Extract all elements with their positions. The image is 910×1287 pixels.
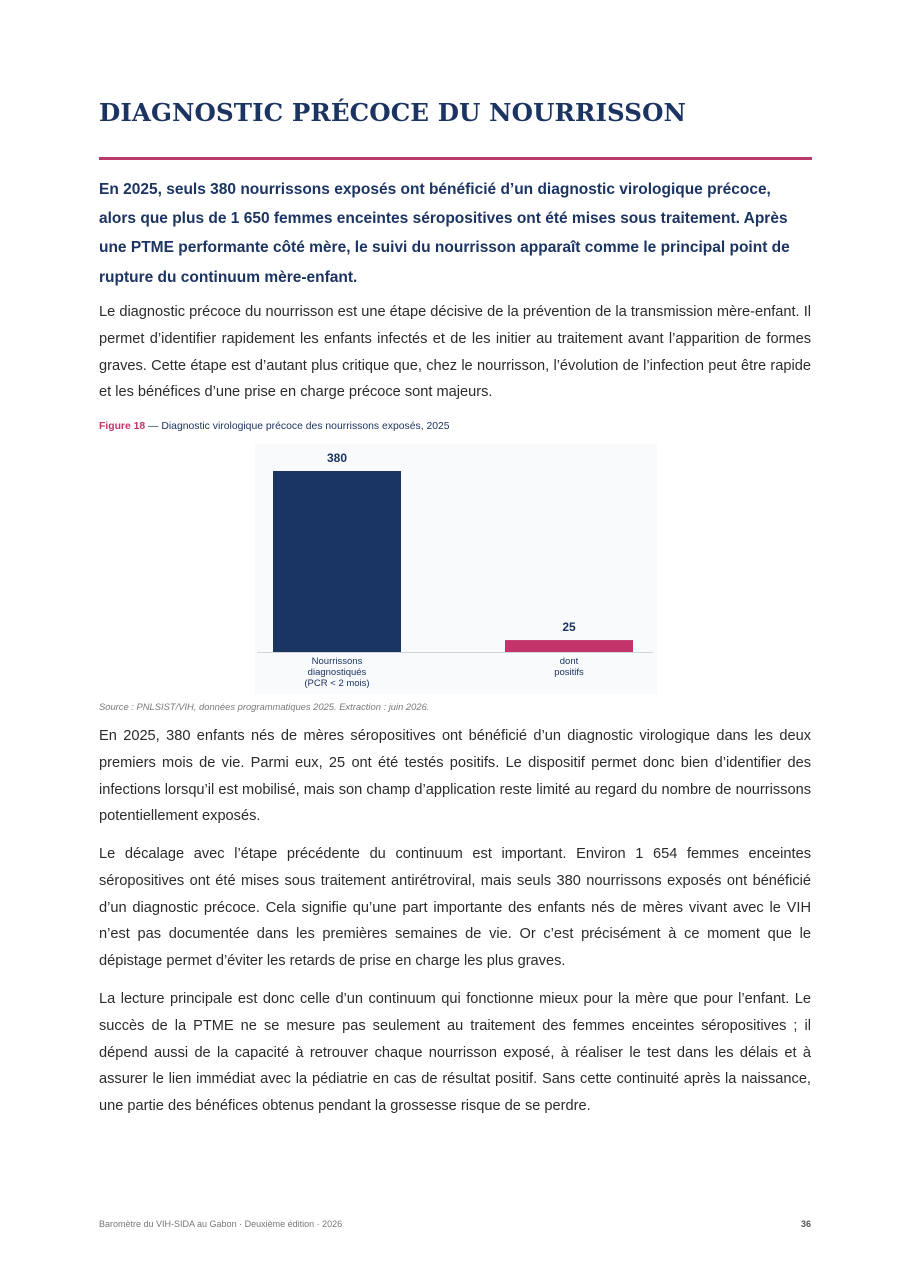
lead-paragraph: En 2025, seuls 380 nourrissons exposés ont bénéficié d’un diagnostic virologique précoce, alors que plus de 1 650 femmes enceintes séropositives ont été mises sous traitement. Après une PTME performante côté mère, le suivi du nourrisson apparaît comme le principal point de rupture du continuum mère-enfant.	[99, 181, 790, 286]
figure-caption-text: — Diagnostic virologique précoce des nourrissons exposés, 2025	[145, 421, 450, 432]
x-tick-label-1: dont positifs	[554, 656, 584, 678]
figure-source: Source : PNLSIST/VIH, données programmatiques 2025. Extraction : juin 2026.	[99, 701, 430, 712]
page-number: 36	[800, 1219, 811, 1229]
bar-1	[505, 640, 633, 652]
x-tick-label-0: Nourrissons diagnostiqués (PCR < 2 mois)	[304, 656, 370, 689]
bar-value-label-0: 380	[326, 451, 348, 465]
body-paragraph-1: Le diagnostic précoce du nourrisson est une étape décisive de la prévention de la transmission mère-enfant. Il permet d’identifier rapidement les enfants infectés et de les initier au traitement avant l’apparition de formes graves. Cette étape est d’autant plus critique que, chez le nourrisson, l’évolution de l’infection peut être rapide et les bénéfices d’une prise en charge précoce sont majeurs.	[99, 304, 811, 401]
body-paragraph-3: Le décalage avec l’étape précédente du continuum est important. Environ 1 654 femmes enceintes séropositives ont été mises sous traitement antirétroviral, mais seuls 380 nourrissons exposés ont bénéficié d’un diagnostic précoce. Cela signifie qu’une part importante des enfants nés de mères vivant avec le VIH n’est pas documentée dans les premières semaines de vie. Or c’est précisément à ce moment que le dépistage permet d’éviter les retards de prise en charge les plus graves.	[99, 846, 811, 970]
body-paragraph-2: En 2025, 380 enfants nés de mères séropositives ont bénéficié d’un diagnostic virologique dans les deux premiers mois de vie. Parmi eux, 25 ont été testés positifs. Le dispositif permet donc bien d’identifier des infections lorsqu’il est mobilisé, mais son champ d’application reste limité au regard du nombre de nourrissons potentiellement exposés.	[99, 728, 811, 825]
bar-0	[273, 471, 401, 652]
footer-publication: Baromètre du VIH-SIDA au Gabon · Deuxième édition · 2026	[99, 1219, 343, 1229]
title-divider	[99, 157, 812, 160]
bar-chart-svg	[255, 444, 657, 694]
bar-value-label-1: 25	[562, 620, 576, 635]
figure-caption	[99, 421, 450, 432]
body-paragraph-4: La lecture principale est donc celle d’un continuum qui fonctionne mieux pour la mère que pour l’enfant. Le succès de la PTME ne se mesure pas seulement au traitement des femmes enceintes séropositives ; il dépend aussi de la capacité à retrouver chaque nourrisson exposé, à réaliser le test dans les délais et à assurer le lien immédiat avec la pédiatrie en cas de résultat positif. Sans cette continuité après la naissance, une partie des bénéfices obtenus pendant la grossesse risque de se perdre.	[99, 991, 811, 1115]
figure-number: Figure 18	[99, 421, 146, 432]
page-title: DIAGNOSTIC PRÉCOCE DU NOURRISSON	[99, 98, 687, 127]
bar-chart	[255, 444, 657, 694]
